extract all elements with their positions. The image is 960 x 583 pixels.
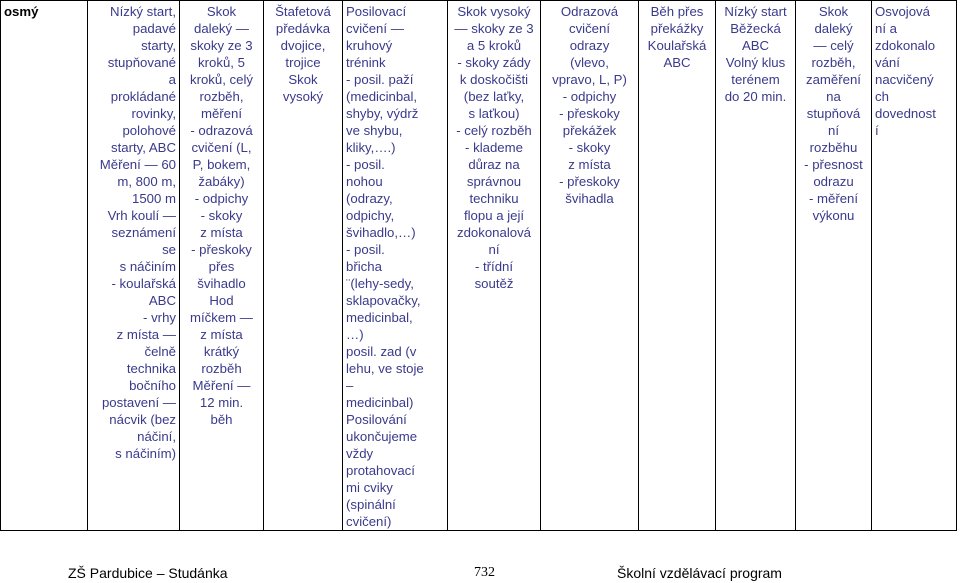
cell-line: Skok: [206, 4, 237, 19]
cell-line: důraz na: [468, 157, 520, 172]
cell-line: osmý: [4, 4, 39, 19]
cell-line: rozběh,: [199, 89, 244, 104]
cell-line: rovinky,: [131, 106, 176, 121]
table-cell: [180, 1, 264, 531]
cell-line: Odrazová: [560, 4, 619, 19]
cell-line: soutěž: [474, 276, 514, 291]
cell-line: lehu, ve stoje: [346, 361, 424, 376]
cell-line: (bez laťky,: [463, 89, 525, 104]
cell-line: odrazu: [813, 174, 854, 189]
cell-line: - přeskoky: [559, 174, 620, 189]
cell-line: Koulařská: [647, 38, 707, 53]
cell-line: odpichy,: [346, 208, 395, 223]
cell-text: [4, 3, 84, 20]
table-cell: [264, 1, 343, 531]
cell-line: bočního: [129, 378, 176, 393]
cell-line: cvičení: [568, 21, 611, 36]
cell-line: - posil. paží: [346, 72, 414, 87]
cell-line: technika: [126, 361, 176, 376]
cell-line: - skoky: [568, 140, 611, 155]
cell-line: (spinální: [346, 497, 396, 512]
cell-line: s laťkou): [468, 106, 520, 121]
cell-line: sklapovačky,: [346, 293, 421, 308]
cell-line: předávka: [275, 21, 331, 36]
cell-line: Posilování: [346, 412, 407, 427]
table-cell: [639, 1, 716, 531]
cell-line: kroků, celý: [189, 72, 254, 87]
cell-line: skoky ze 3: [190, 38, 253, 53]
cell-line: …): [346, 327, 364, 342]
cell-text: [346, 3, 444, 530]
cell-line: ve shybu,: [346, 123, 403, 138]
cell-line: –: [346, 378, 354, 393]
cell-line: rozběhu: [809, 140, 858, 155]
cell-line: zdokonalová: [456, 225, 532, 240]
cell-line: Nízký start: [724, 4, 787, 19]
cell-line: dvojice,: [280, 38, 326, 53]
cell-line: z místa: [568, 157, 611, 172]
cell-line: seznámení: [111, 225, 176, 240]
cell-line: trojice: [285, 55, 321, 70]
cell-line: starty, ABC: [111, 140, 176, 155]
cell-line: P, bokem,: [192, 157, 251, 172]
table-cell: [448, 1, 541, 531]
cell-line: stupňované: [107, 55, 176, 70]
cell-line: m, 800 m,: [117, 174, 176, 189]
table-cell: [541, 1, 639, 531]
cell-line: nohou: [346, 174, 383, 189]
cell-line: z místa: [200, 327, 243, 342]
page-number: 732: [474, 565, 495, 580]
cell-line: daleký: [814, 21, 853, 36]
cell-line: — skoky ze 3: [454, 21, 534, 36]
cell-line: flopu a její: [463, 208, 525, 223]
cell-line: í: [875, 123, 879, 138]
cell-line: na: [826, 89, 841, 104]
cell-line: Osvojová: [875, 4, 930, 19]
cell-line: vpravo, L, P): [552, 72, 627, 87]
cell-line: běh: [210, 412, 233, 427]
table-cell: [796, 1, 872, 531]
cell-line: Měření —: [192, 378, 251, 393]
cell-line: přes: [208, 259, 235, 274]
cell-text: [267, 3, 339, 105]
cell-line: stupňová: [806, 106, 861, 121]
cell-line: švihadla: [565, 191, 614, 206]
cell-line: protahovací: [346, 463, 415, 478]
cell-line: s náčiním): [115, 446, 176, 461]
cell-line: rozběh: [201, 361, 242, 376]
cell-line: terénem: [731, 72, 780, 87]
cell-line: ABC: [741, 38, 770, 53]
cell-line: Štafetová: [275, 4, 331, 19]
cell-line: břicha: [346, 259, 382, 274]
cell-line: ¨(lehy-sedy,: [346, 276, 414, 291]
cell-line: dovednost: [875, 106, 936, 121]
cell-line: trénink: [346, 55, 386, 70]
table-cell: [716, 1, 796, 531]
cell-text: [642, 3, 712, 71]
cell-text: [719, 3, 792, 105]
cell-line: techniku: [469, 191, 519, 206]
cell-line: posil. zad (v: [346, 344, 417, 359]
table-cell: [88, 1, 180, 531]
cell-line: cvičení (L,: [191, 140, 252, 155]
cell-line: - vrhy: [143, 310, 176, 325]
cell-line: a: [168, 72, 176, 87]
cell-text: [91, 3, 176, 462]
cell-line: - přeskoky: [191, 242, 252, 257]
grade-cell: [1, 1, 88, 531]
cell-line: Běžecká: [730, 21, 781, 36]
cell-line: do 20 min.: [724, 89, 787, 104]
cell-text: [544, 3, 635, 207]
cell-line: - skoky: [200, 208, 243, 223]
cell-line: medicinbal,: [346, 310, 413, 325]
cell-line: (odrazy,: [346, 191, 393, 206]
cell-line: vání: [875, 55, 900, 70]
cell-line: s náčiním: [119, 259, 176, 274]
cell-line: překážek: [562, 123, 617, 138]
cell-line: z místa: [200, 225, 243, 240]
cell-line: měření: [200, 106, 243, 121]
table-row: [1, 1, 957, 531]
cell-line: daleký —: [194, 21, 249, 36]
cell-line: švihadlo: [197, 276, 246, 291]
cell-line: - koulařská: [111, 276, 176, 291]
cell-line: polohové: [122, 123, 176, 138]
footer-document-title: Školní vzdělávací program: [617, 565, 782, 581]
cell-line: rozběh,: [811, 55, 856, 70]
cell-line: 1500 m: [132, 191, 176, 206]
cell-line: - přeskoky: [559, 106, 620, 121]
cell-line: překážky: [650, 21, 704, 36]
cell-line: Nízký start,: [110, 4, 176, 19]
cell-line: Volný klus: [725, 55, 786, 70]
cell-line: Vrh koulí —: [107, 208, 176, 223]
cell-line: - klademe: [465, 140, 523, 155]
cell-line: padavé: [132, 21, 176, 36]
cell-line: švihadlo,…): [346, 225, 416, 240]
cell-line: ABC: [148, 293, 176, 308]
cell-line: - posil.: [346, 242, 385, 257]
cell-line: k doskočišti: [459, 72, 529, 87]
cell-line: - posil.: [346, 157, 385, 172]
cell-line: míčkem —: [189, 310, 253, 325]
cell-line: náčiní,: [137, 429, 176, 444]
cell-text: [799, 3, 868, 224]
cell-line: a 5 kroků: [466, 38, 522, 53]
cell-line: ní: [488, 242, 500, 257]
cell-line: - skoky zády: [457, 55, 531, 70]
cell-line: správnou: [466, 174, 522, 189]
cell-line: nacvičený: [875, 72, 934, 87]
cell-line: vysoký: [282, 89, 324, 104]
cell-line: starty,: [141, 38, 176, 53]
cell-text: [451, 3, 537, 292]
cell-line: z místa —: [116, 327, 176, 342]
cell-line: Měření — 60: [99, 157, 176, 172]
cell-line: čelně: [144, 344, 176, 359]
cell-line: kliky,….): [346, 140, 396, 155]
cell-line: Skok: [288, 72, 318, 87]
cell-text: [183, 3, 260, 428]
cell-line: výkonu: [812, 208, 855, 223]
cell-line: postavení —: [101, 395, 176, 410]
cell-line: ABC: [663, 55, 691, 70]
table-cell: [343, 1, 448, 531]
cell-line: zdokonalo: [875, 38, 936, 53]
cell-line: nácvik (bez: [109, 412, 176, 427]
cell-line: ní a: [875, 21, 897, 36]
cell-line: Hod: [209, 293, 234, 308]
cell-line: kruhový: [346, 38, 393, 53]
page-footer: [0, 565, 960, 583]
table-cell: [872, 1, 957, 531]
cell-line: shyby, výdrž: [346, 106, 419, 121]
cell-line: prokládané: [110, 89, 176, 104]
cell-line: - odpichy: [562, 89, 617, 104]
cell-line: Posilovací: [346, 4, 407, 19]
cell-line: se: [162, 242, 176, 257]
cell-line: ukončujeme: [346, 429, 418, 444]
cell-line: - přesnost: [804, 157, 863, 172]
cell-line: - odrazová: [190, 123, 253, 138]
cell-line: kroků, 5: [198, 55, 245, 70]
cell-line: krátký: [203, 344, 240, 359]
cell-line: - odpichy: [194, 191, 249, 206]
footer-school-name: ZŠ Pardubice – Studánka: [68, 565, 228, 581]
cell-line: (vlevo,: [570, 55, 609, 70]
cell-line: ní: [828, 123, 839, 138]
cell-line: Skok: [818, 4, 849, 19]
cell-line: - celý rozběh: [456, 123, 532, 138]
cell-line: medicinbal): [346, 395, 414, 410]
cell-text: [875, 3, 953, 139]
cell-line: vždy: [346, 446, 374, 461]
cell-line: Skok vysoký: [457, 4, 531, 19]
cell-line: 12 min.: [199, 395, 244, 410]
cell-line: - třídní: [474, 259, 514, 274]
cell-line: Běh přes: [650, 4, 704, 19]
cell-line: — celý: [813, 38, 854, 53]
cell-line: mi cviky: [346, 480, 393, 495]
cell-line: odrazy: [569, 38, 610, 53]
cell-line: žabáky): [198, 174, 245, 189]
cell-line: cvičení —: [346, 21, 404, 36]
cell-line: cvičení): [346, 514, 392, 529]
cell-line: - měření: [808, 191, 859, 206]
cell-line: zaměření: [806, 72, 861, 87]
cell-line: ch: [875, 89, 889, 104]
cell-line: (medicinbal,: [346, 89, 418, 104]
